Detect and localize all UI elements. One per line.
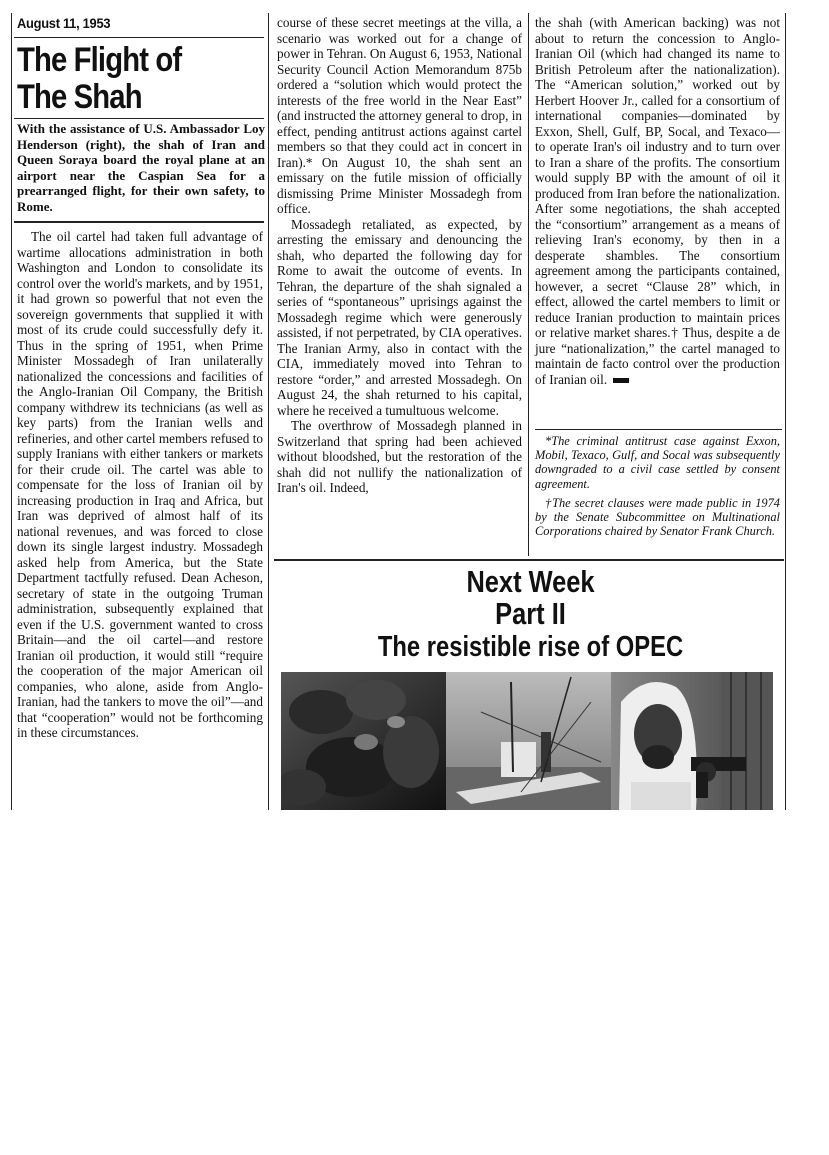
next-week-promo [278, 566, 783, 664]
article-column-1 [17, 229, 263, 741]
paragraph-text: the shah (with American backing) was not about to return the concession to Anglo-Iranian Oil (which had changed its name to British Petroleum after the nationalization). The “American solution,” worked out by Herbert Hoover Jr., called for a consortium of international companies—dominated by Exxon, Shell, Gulf, BP, Socal, and Texaco—to operate Iran's oil industry and to turn over to Iran a share of the profits. The consortium would supply BP with the amount of oil it produced from Iran before the nationalization. After some negotiations, the shah accepted the “consortium” arrangement as a means of relieving Iran's economy, by then in a desperate shambles. The consortium agreement among the participants contained, however, a secret “Clause 28” which, in effect, allowed the cartel members to limit or reduce Iranian production to maintain prices or relative market shares.† Thus, despite a de jure “nationalization,” the cartel managed to maintain de facto control over the production of Iranian oil. [535, 15, 780, 387]
photo-panel-2 [446, 672, 611, 810]
article-column-2 [277, 15, 522, 496]
paragraph [535, 15, 780, 387]
caption-bottom-rule [14, 221, 264, 223]
paragraph: The oil cartel had taken full advantage of wartime allocations administration in both Washington and London to consolidate its control over the world's markets, and by 1951, it had grown so powerful that not even the sovereign governments that supplied it with most of its crude could successfully defy it. Thus in the spring of 1951, when Prime Minister Mossadegh of Iran unilaterally nationalized the concessions and facilities of the Anglo-Iranian Oil Company, the British company withdrew its technicians (as well as key parts) from the Iranian wells and refineries, and other cartel members refused to supply Iranians with either tankers or markets for their crude oil. The cartel was able to compensate for the loss of Iranian oil by increasing production in Iraq and Africa, but Iran was deprived of almost half of its national revenues, and was forced to close down its single largest industry. Mossadegh asked help from America, but the State Department tactfully refused. Dean Acheson, secretary of state in the outgoing Truman administration, subsequently explained that even if the U.S. government wanted to cross Britain—and the oil cartel—and restore Iranian oil production, it would still “require the cooperation of the major American oil companies, who alone, aside from Anglo-Iranian, had the tankers to move the oil”—and that “cooperation” would not be forthcoming in these circumstances. [17, 229, 263, 740]
column-rule-1 [268, 13, 269, 810]
caption-top-rule [14, 118, 264, 119]
headline-line-2: The Shah [17, 78, 142, 116]
promo-rule [274, 559, 784, 561]
promo-line-1: Next Week [466, 564, 595, 599]
end-mark-icon [613, 378, 629, 383]
article-date: August 11, 1953 [17, 15, 111, 31]
paragraph: The overthrow of Mossadegh planned in Switzerland that spring had been achieved without bloodshed, but the restoration of the shah did not nullify the nationalization of Iran's oil. Indeed, [277, 418, 522, 495]
left-border-rule [11, 13, 12, 810]
article-column-3 [535, 15, 780, 387]
promo-line-3: The resistible rise of OPEC [377, 631, 684, 663]
footnote-2: †The secret clauses were made public in 1974 by the Senate Subcommittee on Multinational Corporations chaired by Senator Frank Church. [535, 495, 780, 539]
paragraph: course of these secret meetings at the villa, a scenario was worked out for a change of power in Tehran. On August 6, 1953, National Security Council Action Memorandum 875b ordered a “solution which would protect the interests of the free world in the Near East” (and instructed the attorney general to drop, in effect, pending antitrust actions against cartel members so that they could act in concert in Iran).* On August 10, the shah sent an emissary on the futile mission of officially dismissing Prime Minister Mossadegh from office. [277, 15, 522, 216]
promo-line-2: Part II [495, 596, 566, 631]
photo-panel-3 [611, 672, 773, 810]
headline-line-1: The Flight of [17, 41, 182, 79]
footnotes [535, 434, 780, 543]
photo-panel-1 [281, 672, 446, 810]
article-headline [17, 42, 232, 116]
paragraph: Mossadegh retaliated, as expected, by arresting the emissary and denouncing the shah, who departed the following day for Rome to await the outcome of events. In Tehran, the departure of the shah signaled a series of “spontaneous” uprisings against the Mossadegh regime which were generously assisted, if not perpetrated, by CIA operatives. The Iranian Army, also in contact with the CIA, immediately moved into Tehran to restore “order,” and arrested Mossadegh. On August 24, the shah returned to his capital, where he received a tumultuous welcome. [277, 216, 522, 418]
footnote-1: *The criminal antitrust case against Exxon, Mobil, Texaco, Gulf, and Socal was subsequently downgraded to a civil case settled by consent agreement. [535, 434, 780, 491]
column-rule-2 [528, 13, 529, 556]
montage-image [281, 672, 773, 810]
right-border-rule [785, 13, 786, 810]
promo-photo-montage [281, 672, 773, 810]
photo-caption: With the assistance of U.S. Ambassador Loy Henderson (right), the shah of Iran and Queen Soraya board the royal plane at an airport near the Caspian Sea for a prearranged flight, for their own safety, to Rome. [17, 121, 265, 214]
footnote-rule [535, 429, 782, 430]
date-rule [14, 37, 264, 38]
